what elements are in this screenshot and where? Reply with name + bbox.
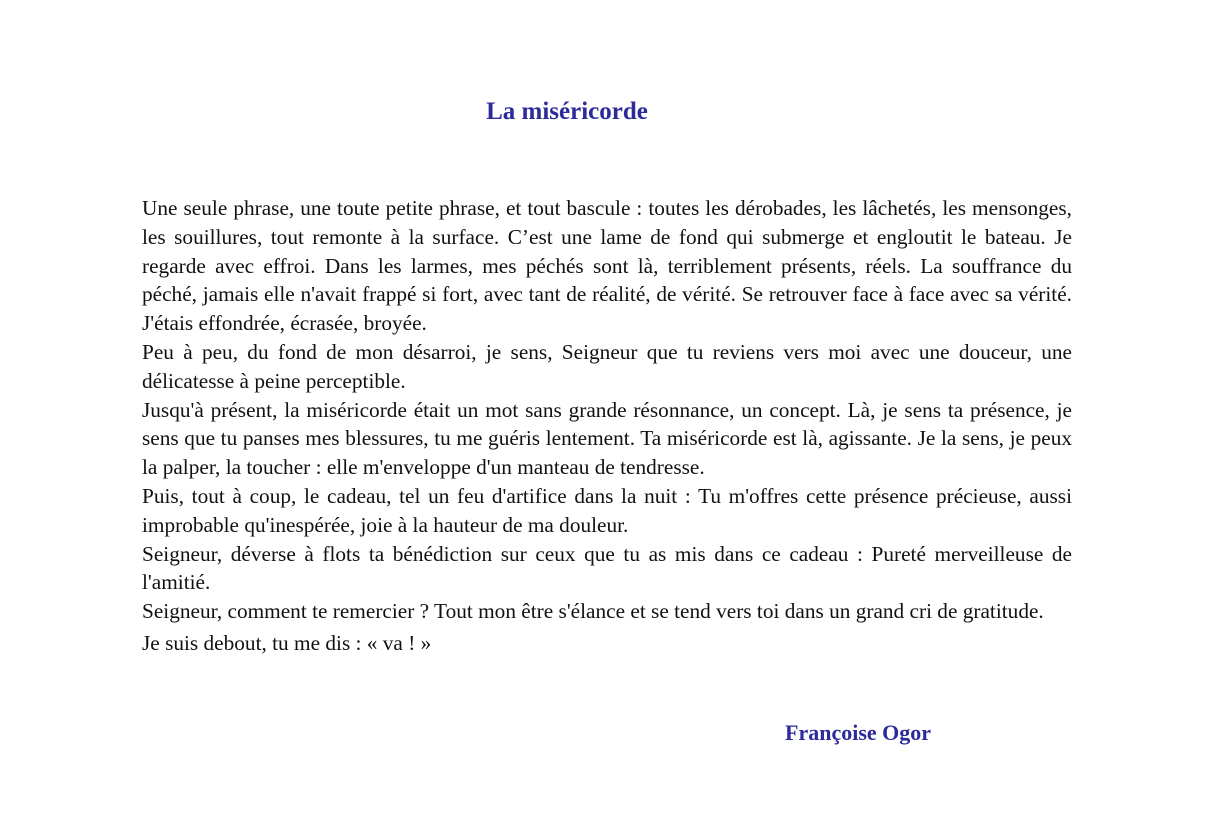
paragraph-7: Je suis debout, tu me dis : « va ! » (142, 630, 432, 655)
paragraph-6: Seigneur, comment te remercier ? Tout mon être s'élance et se tend vers toi dans un grand cri de gratitude. (142, 599, 1044, 624)
document-title: La miséricorde (486, 98, 648, 125)
document-body (142, 194, 1072, 658)
paragraph-2: Peu à peu, du fond de mon désarroi, je sens, Seigneur que tu reviens vers moi avec une douceur, une délicatesse à peine perceptible. (142, 339, 1072, 393)
author-signature: Françoise Ogor (785, 720, 932, 745)
paragraph-3: Jusqu'à présent, la miséricorde était un mot sans grande résonnance, un concept. Là, je sens ta présence, je sens que tu panses mes blessures, tu me guéris lentement. Ta miséricorde est là, agissante. Je la sens, je peux la palper, la toucher : elle m'enveloppe d'un manteau de tendresse. (142, 397, 1072, 480)
paragraph-4: Puis, tout à coup, le cadeau, tel un feu d'artifice dans la nuit : Tu m'offres cette présence précieuse, aussi improbable qu'inespérée, joie à la hauteur de ma douleur. (142, 483, 1072, 537)
paragraph-1: Une seule phrase, une toute petite phrase, et tout bascule : toutes les dérobades, les lâchetés, les mensonges, les souillures, tout remonte à la surface. C’est une lame de fond qui submerge et engloutit le bateau. Je regarde avec effroi. Dans les larmes, mes péchés sont là, terriblement présents, réels. La souffrance du péché, jamais elle n'avait frappé si fort, avec tant de réalité, de vérité. Se retrouver face à face avec sa vérité. J'étais effondrée, écrasée, broyée. (142, 196, 1072, 336)
paragraph-5: Seigneur, déverse à flots ta bénédiction sur ceux que tu as mis dans ce cadeau : Pureté merveilleuse de l'amitié. (142, 541, 1072, 595)
